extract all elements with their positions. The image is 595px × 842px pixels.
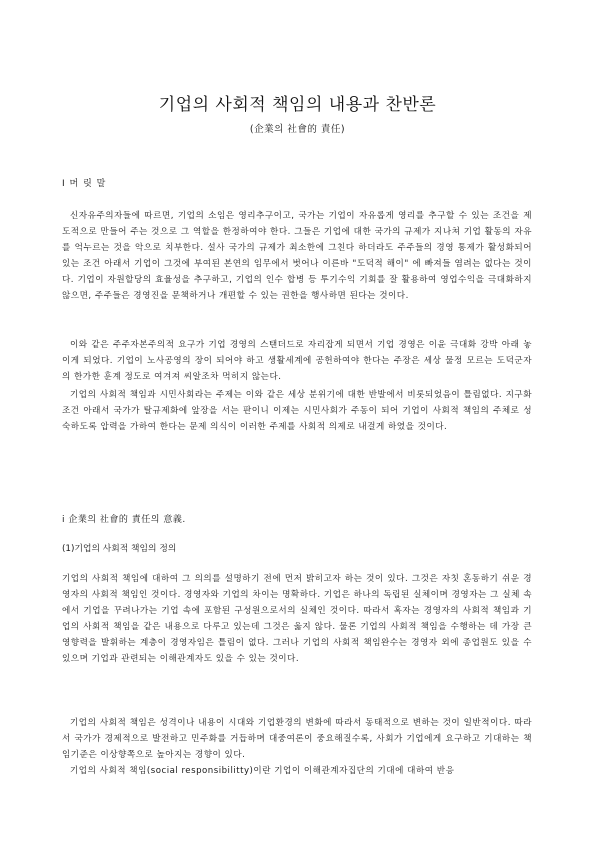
section-heading-meaning: ⅰ 企業의 社會的 責任의 意義. <box>62 515 186 525</box>
document-title: 기업의 사회적 책임의 내용과 찬반론 <box>158 95 437 115</box>
paragraph-intro-3: 기업의 사회적 책임과 시민사회라는 주제는 이와 같은 세상 분위기에 대한 반발에서 비롯되었음이 틀림없다. 지구화 조건 아래서 국가가 탈규제화에 앞장을 서는 판이니 이제는 시민사회가 주동이 되어 기업이 사회적 책임의 주체로 성숙하도록 압력을 가하여 한다는 문제 의식이 이러한 주제를 사회적 의제로 내걸게 하였을 것이다. <box>62 390 532 432</box>
paragraph-definition-1: 기업의 사회적 책임에 대하여 그 의의를 설명하기 전에 먼저 밝히고자 하는 것이 있다. 그것은 자칫 혼동하기 쉬운 경영자의 사회적 책임인 것이다. 경영자와 기업의 차이는 명확하다. 기업은 하나의 독립된 실체이며 경영자는 그 실체 속에서 기업을 꾸려나가는 기업 속에 포함된 구성원으로서의 실체인 것이다. 따라서 혹자는 경영자의 사회적 책임과 기업의 사회적 책임을 같은 내용으로 다루고 있는데 그것은 옳지 않다. 물론 기업의 사회적 책임을 수행하는 데 가장 큰 영향력을 발휘하는 계층이 경영자임은 틀림이 없다. 그러나 기업의 사회적 책임완수는 경영자 외에 종업원도 있을 수 있으며 기업과 관련되는 이해관계자도 있을 수 있는 것이다. <box>62 574 532 664</box>
subsection-heading-definition: (1)기업의 사회적 책임의 정의 <box>62 544 177 554</box>
paragraph-definition-2: 기업의 사회적 책임은 성격이나 내용이 시대와 기업환경의 변화에 따라서 동태적으로 변하는 것이 일반적이다. 따라서 국가가 경제적으로 발전하고 민주화를 거듭하며 대중여론이 중요해질수록, 사회가 기업에게 요구하고 기대하는 책임기준은 이상향쪽으로 높아지는 경향이 있다. <box>62 718 532 760</box>
document-subtitle: (企業의 社會的 責任) <box>249 124 346 135</box>
paragraph-intro-2: 이와 같은 주주자본주의적 요구가 기업 경영의 스탠더드로 자리잡게 되면서 기업 경영은 이윤 극대화 강박 아래 놓이게 되었다. 기업이 노사공영의 장이 되어야 하고 생활세계에 공헌하여야 한다는 주장은 세상 물정 모르는 도덕군자의 한가한 훈계 정도로 여겨져 씨알조차 먹히지 않는다. <box>62 340 532 382</box>
paragraph-definition-3: 기업의 사회적 책임(social responsibilitty)이란 기업이 이해관계자집단의 기대에 대하여 반응 <box>70 766 455 776</box>
section-heading-introduction: Ⅰ 머 릿 말 <box>62 179 107 189</box>
paragraph-intro-1: 신자유주의자들에 따르면, 기업의 소임은 영리추구이고, 국가는 기업이 자유롭게 영리를 추구할 수 있는 조건을 제도적으로 만들어 주는 것으로 그 역할을 한정하여야 한다. 그들은 기업에 대한 국가의 규제가 지나쳐 기업 활동의 자유를 억누르는 것을 악으로 치부한다. 설사 국가의 규제가 최소한에 그친다 하더라도 주주들의 경영 통제가 활성화되어 있는 조건 아래서 기업이 그것에 부여된 본연의 임무에서 벗어나 이른바 "도덕적 해이" 에 빠져들 염려는 없다는 것이다. 기업이 자원할당의 효율성을 추구하고, 기업의 인수 합병 등 투기수익 기회를 잘 활용하여 영업수익을 극대화하지 않으면, 주주들은 경영진을 문책하거나 개편할 수 있는 권한을 행사하면 된다는 것이다. <box>62 211 532 301</box>
